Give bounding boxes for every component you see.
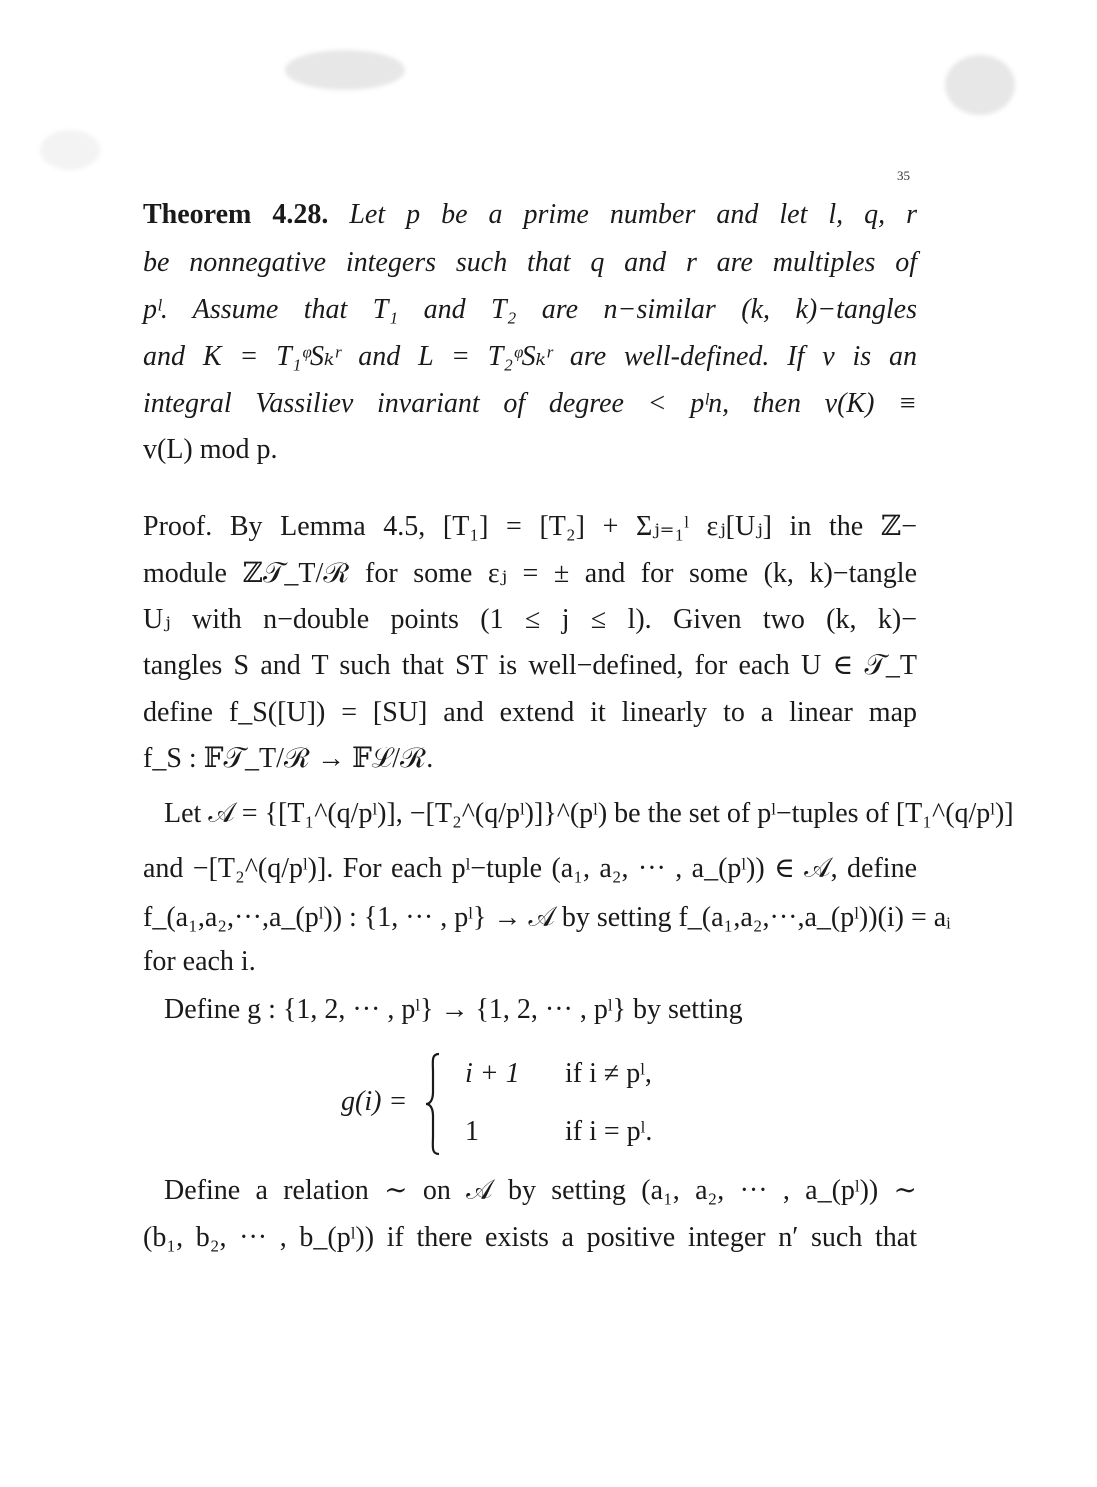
case-row-1-value: i + 1	[465, 1058, 520, 1089]
theorem-line-2: be nonnegative integers such that q and r are multiples of	[143, 247, 917, 278]
case-row-1-condition: if i ≠ pˡ,	[565, 1058, 652, 1089]
proof-line-2: module ℤ𝒯_T/ℛ for some εⱼ = ± and for some (k, k)−tangle	[143, 558, 917, 589]
case-row-2-condition: if i = pˡ.	[565, 1116, 653, 1147]
proof-line-1: Proof. By Lemma 4.5, [T₁] = [T₂] + Σⱼ₌₁ˡ εⱼ[Uⱼ] in the ℤ−	[143, 511, 917, 542]
proof-after-line-2: (b₁, b₂, ··· , b_(pˡ)) if there exists a positive integer n′ such that	[143, 1222, 917, 1253]
proof-line-9: f_(a₁,a₂,···,a_(pˡ)) : {1, ··· , pˡ} → 𝒜 by setting f_(a₁,a₂,···,a_(pˡ))(i) = aᵢ	[143, 902, 951, 933]
proof-after-line-1: Define a relation ∼ on 𝒜 by setting (a₁, a₂, ··· , a_(pˡ)) ∼	[164, 1175, 917, 1206]
proof-line-4: tangles S and T such that ST is well−defined, for each U ∈ 𝒯_T	[143, 650, 917, 681]
proof-line-6: f_S : 𝔽𝒯_T/ℛ → 𝔽ℒ/ℛ.	[143, 743, 434, 774]
scan-speck	[40, 130, 100, 170]
theorem-line-6: v(L) mod p.	[143, 434, 278, 465]
theorem-line-1	[143, 199, 917, 231]
left-brace-icon	[425, 1052, 441, 1156]
case-row-2	[465, 1116, 653, 1148]
theorem-text-1: Let p be a prime number and let l, q, r	[349, 199, 917, 230]
piecewise-definition	[341, 1050, 741, 1160]
theorem-heading: Theorem 4.28.	[143, 199, 329, 230]
proof-line-5: define f_S([U]) = [SU] and extend it linearly to a linear map	[143, 697, 917, 728]
proof-line-3: Uⱼ with n−double points (1 ≤ j ≤ l). Given two (k, k)−	[143, 604, 917, 635]
scan-speck	[945, 55, 1015, 115]
theorem-line-4: and K = T₁ᵠSₖʳ and L = T₂ᵠSₖʳ are well-defined. If v is an	[143, 341, 917, 372]
page-number: 35	[897, 168, 910, 183]
proof-line-7: Let 𝒜 = {[T₁^(q/pˡ)], −[T₂^(q/pˡ)]}^(pˡ) be the set of pˡ−tuples of [T₁^(q/pˡ)]	[164, 798, 1014, 829]
proof-line-10: for each i.	[143, 946, 256, 977]
proof-line-11: Define g : {1, 2, ··· , pˡ} → {1, 2, ··· , pˡ} by setting	[164, 994, 743, 1025]
theorem-line-3: pˡ. Assume that T₁ and T₂ are n−similar (k, k)−tangles	[143, 294, 917, 325]
scan-speck	[285, 50, 405, 90]
case-row-2-value: 1	[465, 1116, 479, 1147]
theorem-line-5: integral Vassiliev invariant of degree < pˡn, then v(K) ≡	[143, 388, 917, 419]
case-lhs: g(i) =	[341, 1086, 408, 1117]
proof-line-8: and −[T₂^(q/pˡ)]. For each pˡ−tuple (a₁, a₂, ··· , a_(pˡ)) ∈ 𝒜, define	[143, 853, 917, 884]
case-row-1	[465, 1058, 652, 1090]
